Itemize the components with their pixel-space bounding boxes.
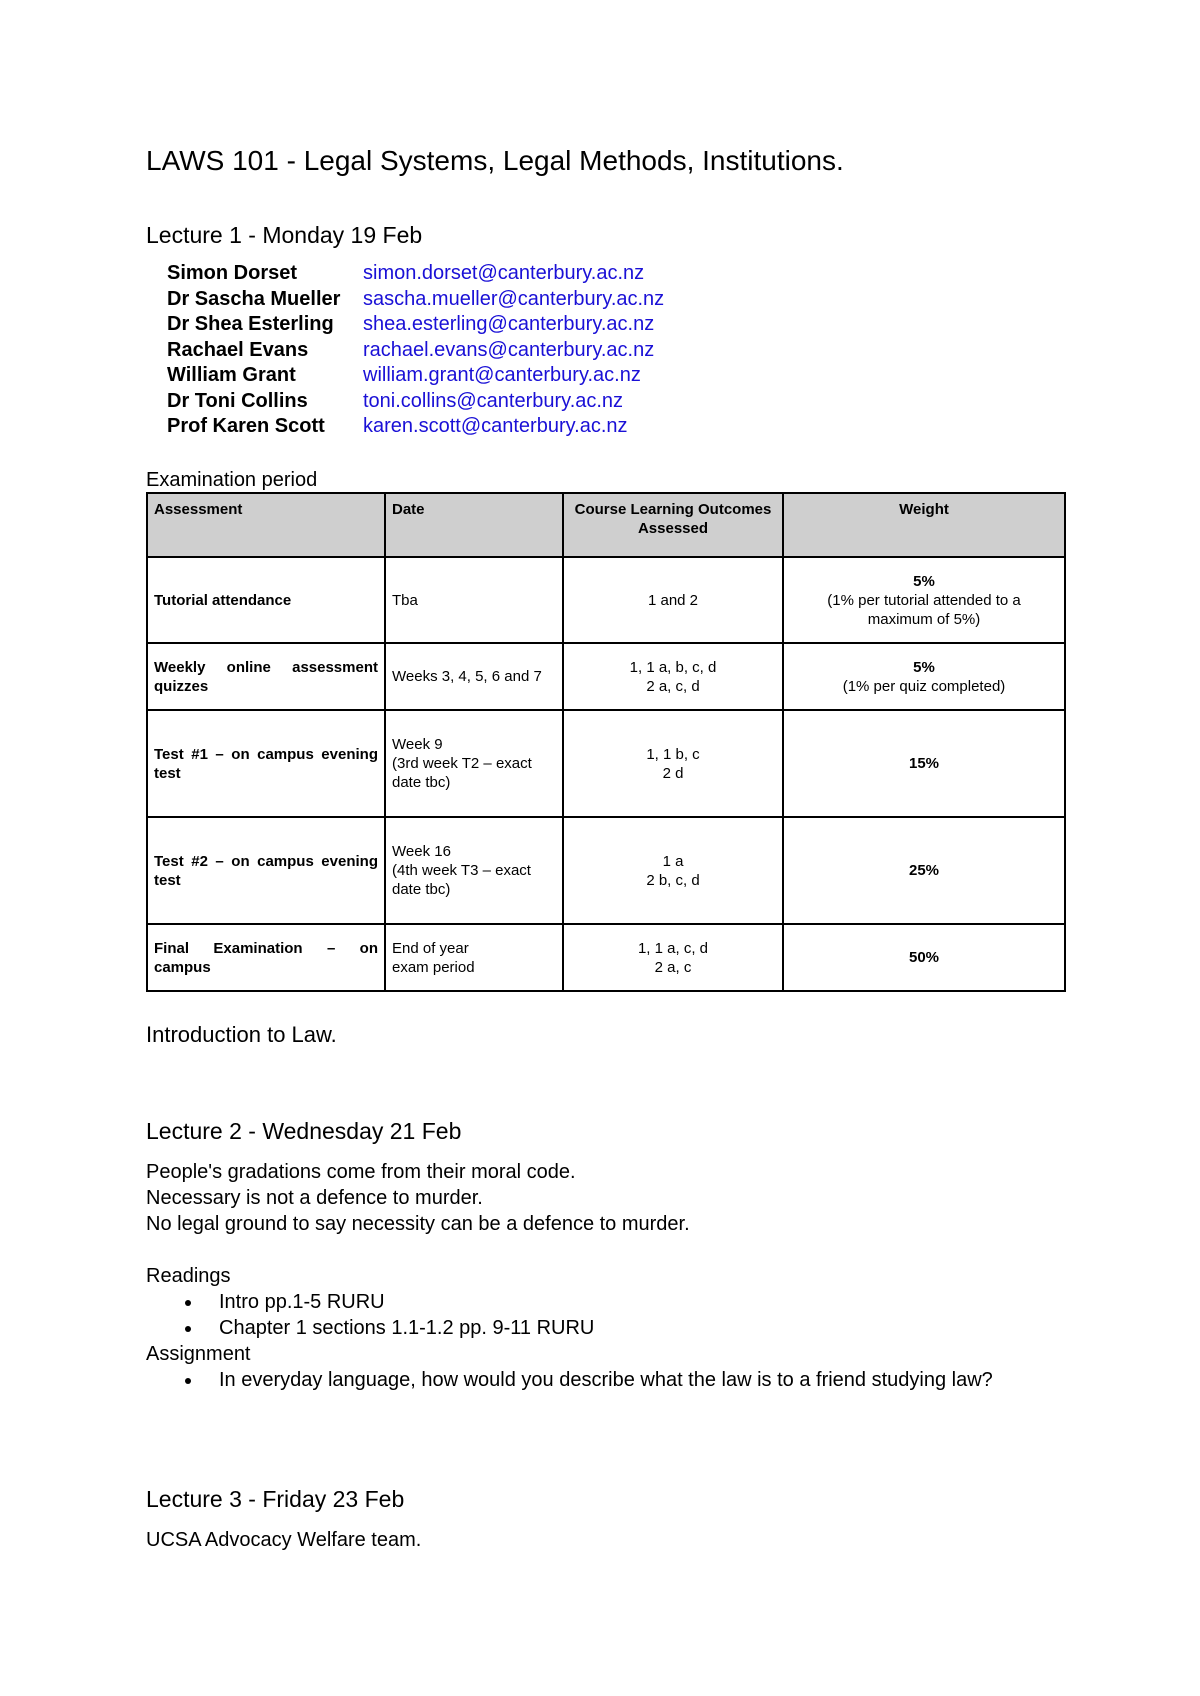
contact-email-link[interactable]: william.grant@canterbury.ac.nz xyxy=(363,364,641,387)
contact-row xyxy=(167,363,664,389)
weight-note: (1% per quiz completed) xyxy=(842,677,1006,695)
clo-line: 2 a, c, d xyxy=(646,677,700,695)
contact-row xyxy=(167,389,664,415)
date-line: (3rd week T2 – exact xyxy=(392,755,532,772)
bullet-icon xyxy=(185,1378,191,1384)
note-line: No legal ground to say necessity can be a defence to murder. xyxy=(146,1213,690,1235)
contact-name: Dr Toni Collins xyxy=(167,389,308,412)
intro-heading: Introduction to Law. xyxy=(146,1022,337,1047)
weight-value: 5% xyxy=(913,572,935,590)
cell-weight: 50% xyxy=(783,924,1065,991)
header-clo xyxy=(563,493,783,557)
contact-name: William Grant xyxy=(167,364,296,387)
weight-note: maximum of 5%) xyxy=(867,610,981,628)
cell-clo xyxy=(563,924,783,991)
cell-clo xyxy=(563,643,783,710)
exam-period-label: Examination period xyxy=(146,469,318,491)
table-row xyxy=(147,557,1065,643)
contact-name: Simon Dorset xyxy=(167,262,298,285)
table-row xyxy=(147,817,1065,924)
note-line: People's gradations come from their moral code. xyxy=(146,1161,576,1183)
bullet-icon xyxy=(185,1326,191,1332)
header-weight: Weight xyxy=(783,493,1065,557)
contact-name: Dr Sascha Mueller xyxy=(167,287,341,310)
weight-note: (1% per tutorial attended to a xyxy=(827,591,1021,609)
assignment-text: In everyday language, how would you describe what the law is to a friend studying law? xyxy=(219,1369,993,1391)
clo-line: 1 and 2 xyxy=(647,591,699,609)
cell-weight: 25% xyxy=(783,817,1065,924)
table-row xyxy=(147,710,1065,817)
date-line: date tbc) xyxy=(392,881,451,898)
date-line: exam period xyxy=(392,958,475,976)
cell-assessment: Test #2 – on campus evening test xyxy=(147,817,385,924)
contact-row xyxy=(167,414,664,440)
contact-email-link[interactable]: sascha.mueller@canterbury.ac.nz xyxy=(363,287,665,310)
header-clo-line1: Course Learning Outcomes xyxy=(574,501,772,518)
readings-label: Readings xyxy=(146,1265,231,1287)
note-line: Necessary is not a defence to murder. xyxy=(146,1187,483,1209)
header-assessment: Assessment xyxy=(147,493,385,557)
date-line: Week 9 xyxy=(392,736,443,753)
date-line: Week 16 xyxy=(392,843,451,860)
list-item xyxy=(146,1367,1066,1393)
cell-weight: 15% xyxy=(783,710,1065,817)
reading-text: Intro pp.1-5 RURU xyxy=(219,1291,385,1313)
assignment-label: Assignment xyxy=(146,1343,251,1365)
contact-name: Rachael Evans xyxy=(167,338,309,361)
weight-value: 5% xyxy=(913,658,935,676)
clo-line: 1, 1 b, c xyxy=(646,745,700,763)
contact-email-link[interactable]: karen.scott@canterbury.ac.nz xyxy=(363,415,628,438)
lecture-3-note: UCSA Advocacy Welfare team. xyxy=(146,1529,422,1551)
cell-assessment: Weekly online assessment quizzes xyxy=(147,643,385,710)
date-line: End of year xyxy=(392,939,469,957)
cell-date xyxy=(385,817,563,924)
table-row xyxy=(147,643,1065,710)
cell-assessment: Tutorial attendance xyxy=(147,557,385,643)
table-row xyxy=(147,924,1065,991)
cell-date xyxy=(385,924,563,991)
cell-assessment: Test #1 – on campus evening test xyxy=(147,710,385,817)
date-line: (4th week T3 – exact xyxy=(392,862,531,879)
contact-email-link[interactable]: shea.esterling@canterbury.ac.nz xyxy=(363,313,655,336)
cell-clo xyxy=(563,710,783,817)
header-date: Date xyxy=(385,493,563,557)
readings-list xyxy=(146,1289,1046,1341)
assignment-list xyxy=(146,1367,1066,1393)
contact-row xyxy=(167,287,664,313)
cell-weight xyxy=(783,557,1065,643)
date-line: date tbc) xyxy=(392,774,451,791)
assessment-table xyxy=(146,492,1066,992)
clo-line: 1 a xyxy=(662,852,684,870)
bullet-icon xyxy=(185,1300,191,1306)
clo-line: 2 a, c xyxy=(654,958,692,976)
clo-line: 2 d xyxy=(662,764,684,782)
contact-name: Dr Shea Esterling xyxy=(167,313,334,336)
list-item xyxy=(146,1315,1046,1341)
clo-line: 1, 1 a, b, c, d xyxy=(629,658,717,676)
page-title: LAWS 101 - Legal Systems, Legal Methods, Institutions. xyxy=(146,145,844,176)
clo-line: 1, 1 a, c, d xyxy=(637,939,709,957)
lecture-1-heading: Lecture 1 - Monday 19 Feb xyxy=(146,222,423,248)
lecture-2-heading: Lecture 2 - Wednesday 21 Feb xyxy=(146,1118,462,1144)
contact-name: Prof Karen Scott xyxy=(167,415,325,438)
contact-row xyxy=(167,261,664,287)
contact-row xyxy=(167,338,664,364)
clo-line: 2 b, c, d xyxy=(646,871,700,889)
contact-row xyxy=(167,312,664,338)
contact-email-link[interactable]: simon.dorset@canterbury.ac.nz xyxy=(363,262,645,285)
cell-clo xyxy=(563,557,783,643)
cell-clo xyxy=(563,817,783,924)
staff-contacts xyxy=(167,261,664,440)
reading-text: Chapter 1 sections 1.1-1.2 pp. 9-11 RURU xyxy=(219,1317,595,1339)
cell-date: Tba xyxy=(385,557,563,643)
cell-date: Weeks 3, 4, 5, 6 and 7 xyxy=(385,643,563,710)
contact-email-link[interactable]: rachael.evans@canterbury.ac.nz xyxy=(363,338,655,361)
table-header-row xyxy=(147,493,1065,557)
contact-email-link[interactable]: toni.collins@canterbury.ac.nz xyxy=(363,389,624,412)
cell-weight xyxy=(783,643,1065,710)
cell-assessment: Final Examination – on campus xyxy=(147,924,385,991)
lecture-2-notes xyxy=(146,1159,690,1237)
lecture-3-heading: Lecture 3 - Friday 23 Feb xyxy=(146,1486,405,1512)
cell-date xyxy=(385,710,563,817)
list-item xyxy=(146,1289,1046,1315)
header-clo-line2: Assessed xyxy=(637,520,709,537)
